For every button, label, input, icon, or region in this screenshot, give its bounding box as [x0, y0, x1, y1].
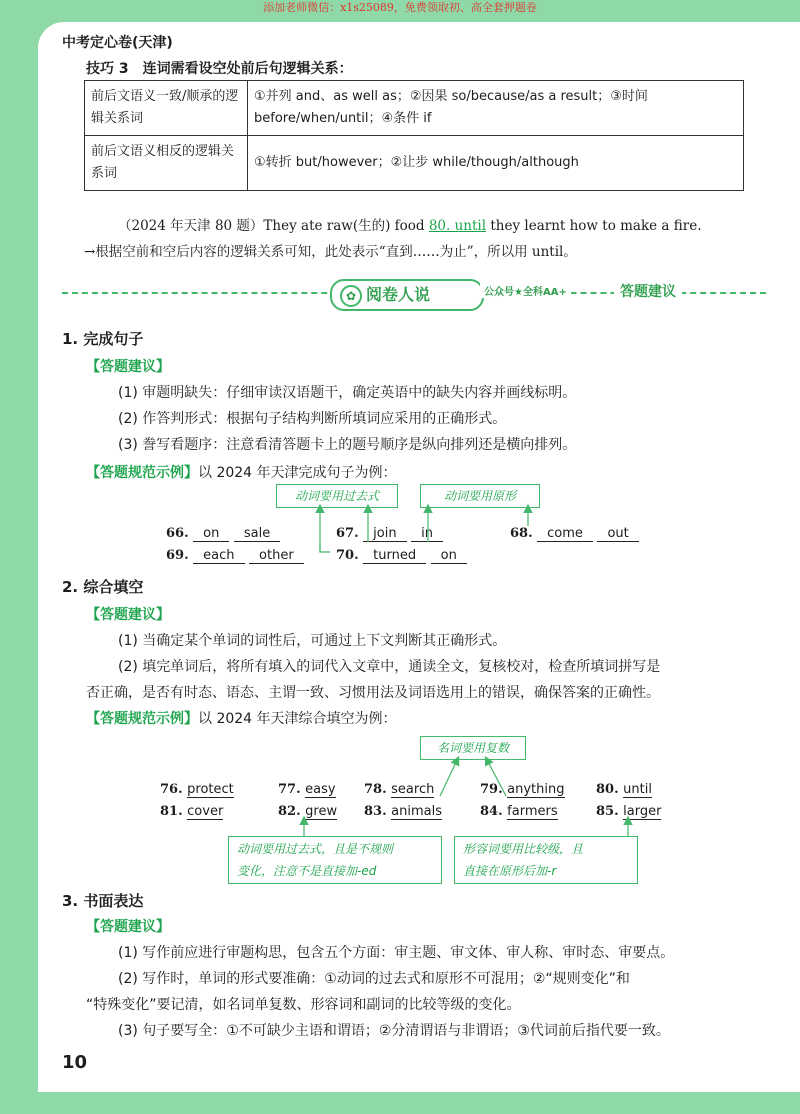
answer-word: until [623, 782, 652, 797]
top-banner: 添加老师微信：x1s25089，免费领取初、高全套押题卷 [263, 1, 537, 14]
answer-number: 84. [480, 804, 503, 819]
answer-number: 79. [480, 782, 503, 797]
section-heading: 1. 完成句子 [62, 330, 144, 348]
advice-item: (3) 誊写看题序：注意看清答题卡上的题号顺序是纵向排列还是横向排列。 [118, 437, 577, 453]
section-heading: 3. 书面表达 [62, 892, 144, 910]
note-past-tense: 动词要用过去式 [276, 484, 398, 508]
answer-word: animals [391, 804, 442, 819]
answer-blank: out [597, 526, 638, 542]
answer-number: 78. [364, 782, 387, 797]
answer-blank: come [537, 526, 593, 542]
answer-number: 69. [166, 548, 189, 563]
note-plural-noun: 名词要用复数 [420, 736, 526, 760]
annotation-arrows [38, 22, 800, 1092]
answer-number: 76. [160, 782, 183, 797]
table-cell-content: ①并列 and、as well as；②因果 so/because/as a result；③时间 before/when/until；④条件 if [248, 81, 744, 136]
document-page [38, 22, 800, 1092]
arrow-line [440, 758, 458, 796]
advice-item: (2) 写作时，单词的形式要准确：①动词的过去式和原形不可混用；②“规则变化”和 [118, 971, 630, 987]
answer-number: 70. [336, 548, 359, 563]
answer-number: 82. [278, 804, 301, 819]
page-number: 10 [62, 1052, 88, 1073]
reviewer-badge-label: 阅卷人说 [366, 285, 431, 304]
answer-number: 66. [166, 526, 189, 541]
answer-word: cover [187, 804, 224, 819]
arrow-line [486, 758, 506, 796]
note-line: 变化，注意不是直接加-ed [237, 864, 377, 878]
advice-item: (3) 句子要写全：①不可缺少主语和谓语；②分清谓语与非谓语；③代词前后指代要一致。 [118, 1023, 670, 1039]
answer-number: 68. [510, 526, 533, 541]
advice-tag: 【答题建议】 [86, 607, 170, 623]
answer-blank: each [193, 548, 244, 564]
answer-blank: join [363, 526, 406, 542]
advice-item: (1) 当确定某个单词的词性后，可通过上下文判断其正确形式。 [118, 633, 507, 649]
answer-blank: turned [363, 548, 426, 564]
advice-label: 答题建议 [614, 281, 682, 301]
answer-number: 80. [596, 782, 619, 797]
answer-blank: other [249, 548, 304, 564]
series-title: 中考定心卷(天津) [62, 35, 173, 51]
answer-number: 83. [364, 804, 387, 819]
advice-item: (2) 作答判形式：根据句子结构判断所填词应采用的正确形式。 [118, 411, 507, 427]
note-line: 直接在原形后加-r [463, 864, 557, 878]
leaf-icon: ✿ [340, 285, 362, 307]
advice-item: “特殊变化”要记清，如名词单复数、形容词和副词的比较等级的变化。 [86, 997, 521, 1013]
answer-word: search [391, 782, 435, 797]
advice-item: (1) 写作前应进行审题构思，包含五个方面：审主题、审文体、审人称、审时态、审要点。 [118, 945, 675, 961]
advice-item: (2) 填完单词后，将所有填入的词代入文章中，通读全文，复核校对，检查所填词拼写是 [118, 659, 661, 675]
example-tag: 【答题规范示例】 [86, 465, 198, 481]
table-cell-label: 前后文语义相反的逻辑关系词 [85, 136, 248, 191]
example-prefix: （2024 年天津 80 题）They ate raw(生的) food [118, 218, 429, 234]
answer-number: 81. [160, 804, 183, 819]
answer-word: farmers [507, 804, 558, 819]
example-intro-text: 以 2024 年天津完成句子为例： [198, 465, 397, 481]
answer-word: larger [623, 804, 662, 819]
answer-word: anything [507, 782, 565, 797]
example-suffix: they learnt how to make a fire. [486, 218, 702, 234]
advice-item: 否正确，是否有时态、语态、主谓一致、习惯用法及词语选用上的错误，确保答案的正确性。 [86, 685, 660, 701]
advice-tag: 【答题建议】 [86, 919, 170, 935]
example-answer: 80. until [428, 218, 487, 234]
table-cell-label: 前后文语义一致/顺承的逻辑关系词 [85, 81, 248, 136]
note-line: 形容词要用比较级，且 [463, 842, 584, 856]
answer-word: grew [305, 804, 338, 819]
table-cell-content: ①转折 but/however；②让步 while/though/although [248, 136, 744, 191]
example-intro-text: 以 2024 年天津综合填空为例： [198, 711, 397, 727]
answer-blank: on [193, 526, 229, 542]
note-line: 动词要用过去式，且是不规则 [237, 842, 394, 856]
example-tag: 【答题规范示例】 [86, 711, 198, 727]
answer-word: easy [305, 782, 336, 797]
note-base-form: 动词要用原形 [420, 484, 540, 508]
answer-number: 77. [278, 782, 301, 797]
reviewer-badge-sub: 公众号★全科AA+ [480, 283, 571, 298]
advice-item: (1) 审题明缺失：仔细审读汉语题干，确定英语中的缺失内容并画线标明。 [118, 385, 577, 401]
tip-title: 技巧 3 连词需看设空处前后句逻辑关系： [86, 61, 353, 77]
example-analysis: →根据空前和空后内容的逻辑关系可知，此处表示“直到……为止”，所以用 until。 [84, 244, 577, 260]
arrow-line [320, 542, 330, 552]
answer-blank: sale [234, 526, 280, 542]
answer-word: protect [187, 782, 234, 797]
section-heading: 2. 综合填空 [62, 578, 144, 596]
answer-blank: in [411, 526, 443, 542]
answer-number: 85. [596, 804, 619, 819]
answer-blank: on [431, 548, 467, 564]
answer-number: 67. [336, 526, 359, 541]
advice-tag: 【答题建议】 [86, 359, 170, 375]
